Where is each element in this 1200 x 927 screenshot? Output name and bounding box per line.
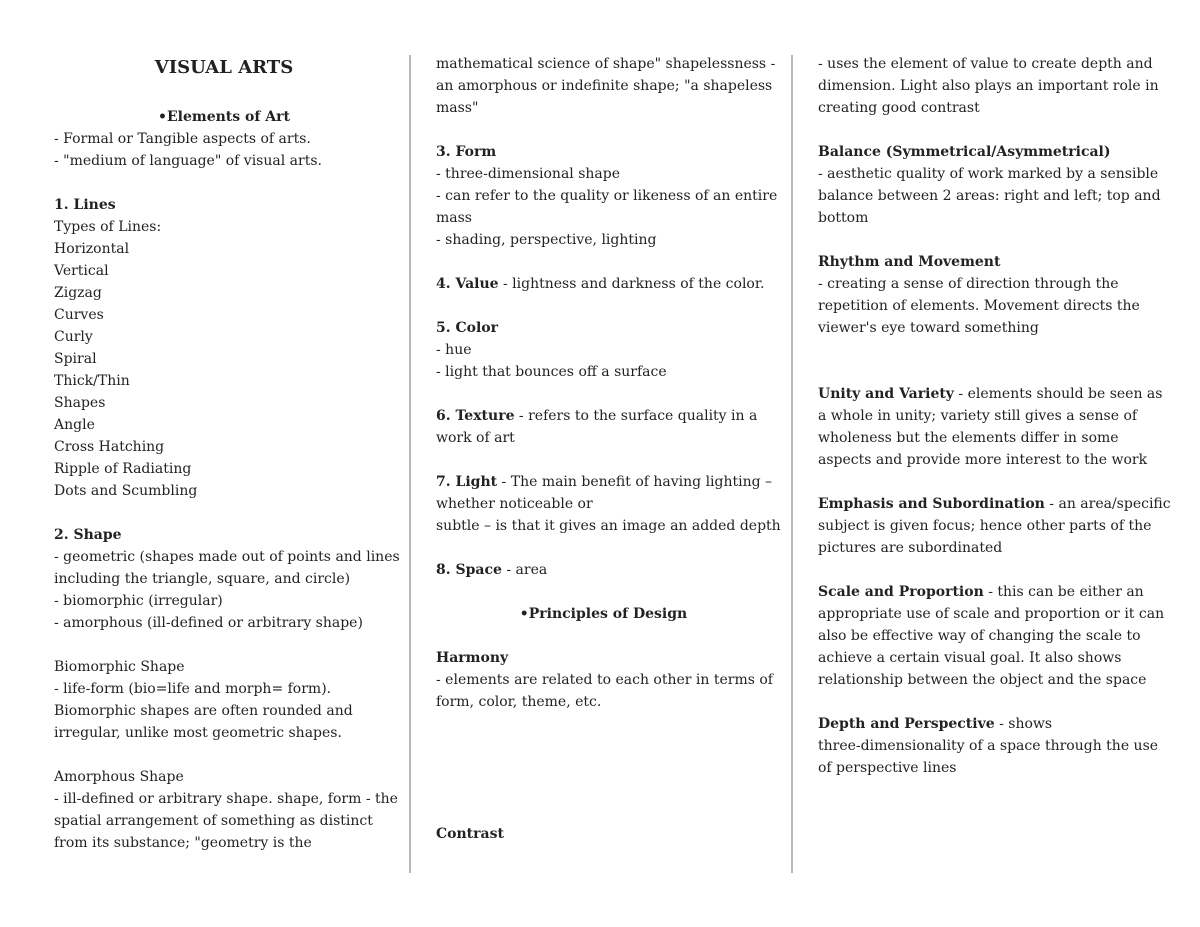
line-type-item: Cross Hatching <box>54 439 165 455</box>
line-type-item: Curly <box>54 329 93 345</box>
line-type-item: Zigzag <box>54 285 102 301</box>
rhythm-line: repetition of elements. Movement directs the <box>818 298 1140 314</box>
form-line: - shading, perspective, lighting <box>436 232 657 248</box>
light-line: whether noticeable or <box>436 496 593 512</box>
column-divider-left <box>409 55 411 873</box>
shape-continuation-line: mass" <box>436 100 479 116</box>
shape-continuation-line: an amorphous or indefinite shape; "a shapeless <box>436 78 773 94</box>
emphasis-text: - an area/specific <box>1044 496 1171 512</box>
lines-types-label: Types of Lines: <box>54 219 162 235</box>
balance-line: bottom <box>818 210 869 226</box>
column-3 <box>818 53 1171 779</box>
emphasis-label: Emphasis and Subordination <box>818 496 1045 512</box>
balance-heading: Balance (Symmetrical/Asymmetrical) <box>818 144 1111 160</box>
scale-line: relationship between the object and the space <box>818 672 1147 688</box>
unity-label: Unity and Variety <box>818 386 954 402</box>
light-entry <box>436 471 771 493</box>
line-type-item: Ripple of Radiating <box>54 461 192 477</box>
value-text: - lightness and darkness of the color. <box>498 276 765 292</box>
lines-heading: 1. Lines <box>54 197 116 213</box>
form-line: mass <box>436 210 472 226</box>
color-line: - hue <box>436 342 472 358</box>
unity-text: - elements should be seen as <box>953 386 1163 402</box>
column-1 <box>54 53 400 854</box>
shape-heading: 2. Shape <box>54 527 122 543</box>
column-divider-right <box>791 55 793 873</box>
harmony-line: - elements are related to each other in terms of <box>436 672 773 688</box>
rhythm-line: - creating a sense of direction through the <box>818 276 1119 292</box>
contrast-line: dimension. Light also plays an important role in <box>818 78 1159 94</box>
form-line: - three-dimensional shape <box>436 166 621 182</box>
unity-line: wholeness but the elements differ in some <box>818 430 1119 446</box>
biomorphic-heading: Biomorphic Shape <box>54 659 185 675</box>
light-label: 7. Light <box>436 474 498 490</box>
emphasis-line: pictures are subordinated <box>818 540 1003 556</box>
amorphous-heading: Amorphous Shape <box>54 769 184 785</box>
texture-label: 6. Texture <box>436 408 515 424</box>
harmony-line: form, color, theme, etc. <box>436 694 602 710</box>
line-type-item: Dots and Scumbling <box>54 483 198 499</box>
biomorphic-line: - life-form (bio=life and morph= form). <box>54 681 332 697</box>
line-type-item: Angle <box>54 417 95 433</box>
line-type-item: Vertical <box>54 263 109 279</box>
unity-entry <box>818 383 1163 405</box>
texture-entry <box>436 405 771 427</box>
line-type-item: Horizontal <box>54 241 130 257</box>
amorphous-line: - ill-defined or arbitrary shape. shape, form - the <box>54 791 398 807</box>
line-type-item: Curves <box>54 307 104 323</box>
column-2 <box>436 53 781 845</box>
space-label: 8. Space <box>436 562 502 578</box>
scale-label: Scale and Proportion <box>818 584 984 600</box>
harmony-heading: Harmony <box>436 650 509 666</box>
scale-text: - this can be either an <box>983 584 1144 600</box>
shape-line: including the triangle, square, and circle) <box>54 571 351 587</box>
depth-entry <box>818 713 1158 735</box>
scale-line: appropriate use of scale and proportion or it can <box>818 606 1165 622</box>
contrast-line: - uses the element of value to create depth and <box>818 56 1153 72</box>
biomorphic-line: Biomorphic shapes are often rounded and <box>54 703 353 719</box>
form-heading: 3. Form <box>436 144 497 160</box>
depth-label: Depth and Perspective <box>818 716 995 732</box>
scale-entry <box>818 581 1158 603</box>
elements-line: - Formal or Tangible aspects of arts. <box>54 131 311 147</box>
elements-of-art-heading: •Elements of Art <box>158 109 290 125</box>
space-text: - area <box>501 562 548 578</box>
balance-line: balance between 2 areas: right and left; top and <box>818 188 1161 204</box>
color-heading: 5. Color <box>436 320 499 336</box>
unity-line: aspects and provide more interest to the work <box>818 452 1148 468</box>
shape-line: - amorphous (ill-defined or arbitrary shape) <box>54 615 363 631</box>
page-title: VISUAL ARTS <box>154 57 294 78</box>
scale-line: achieve a certain visual goal. It also shows <box>818 650 1122 666</box>
texture-text: - refers to the surface quality in a <box>514 408 758 424</box>
biomorphic-line: irregular, unlike most geometric shapes. <box>54 725 342 741</box>
emphasis-entry <box>818 493 1171 515</box>
amorphous-line: spatial arrangement of something as distinct <box>54 813 373 829</box>
amorphous-line: from its substance; "geometry is the <box>54 835 312 851</box>
line-type-item: Shapes <box>54 395 106 411</box>
depth-line: of perspective lines <box>818 760 957 776</box>
rhythm-line: viewer's eye toward something <box>818 320 1039 336</box>
light-text: - The main benefit of having lighting – <box>497 474 773 490</box>
unity-line: a whole in unity; variety still gives a sense of <box>818 408 1138 424</box>
light-line: subtle – is that it gives an image an added depth <box>436 518 781 534</box>
contrast-heading: Contrast <box>436 826 504 842</box>
depth-line: three-dimensionality of a space through the use <box>818 738 1159 754</box>
line-type-item: Spiral <box>54 351 97 367</box>
depth-text: - shows <box>994 716 1053 732</box>
emphasis-line: subject is given focus; hence other parts of the <box>818 518 1152 534</box>
shape-continuation-line: mathematical science of shape" shapelessness - <box>436 56 776 72</box>
scale-line: also be effective way of changing the scale to <box>818 628 1141 644</box>
shape-line: - geometric (shapes made out of points and lines <box>54 549 400 565</box>
line-type-item: Thick/Thin <box>54 373 130 389</box>
space-entry <box>436 559 771 581</box>
value-entry <box>436 273 771 295</box>
texture-line: work of art <box>436 430 515 446</box>
rhythm-heading: Rhythm and Movement <box>818 254 1001 270</box>
shape-line: - biomorphic (irregular) <box>54 593 223 609</box>
color-line: - light that bounces off a surface <box>436 364 667 380</box>
balance-line: - aesthetic quality of work marked by a sensible <box>818 166 1159 182</box>
form-line: - can refer to the quality or likeness of an entire <box>436 188 778 204</box>
elements-line: - "medium of language" of visual arts. <box>54 153 322 169</box>
value-label: 4. Value <box>436 276 499 292</box>
principles-of-design-heading: •Principles of Design <box>519 606 688 622</box>
contrast-line: creating good contrast <box>818 100 980 116</box>
